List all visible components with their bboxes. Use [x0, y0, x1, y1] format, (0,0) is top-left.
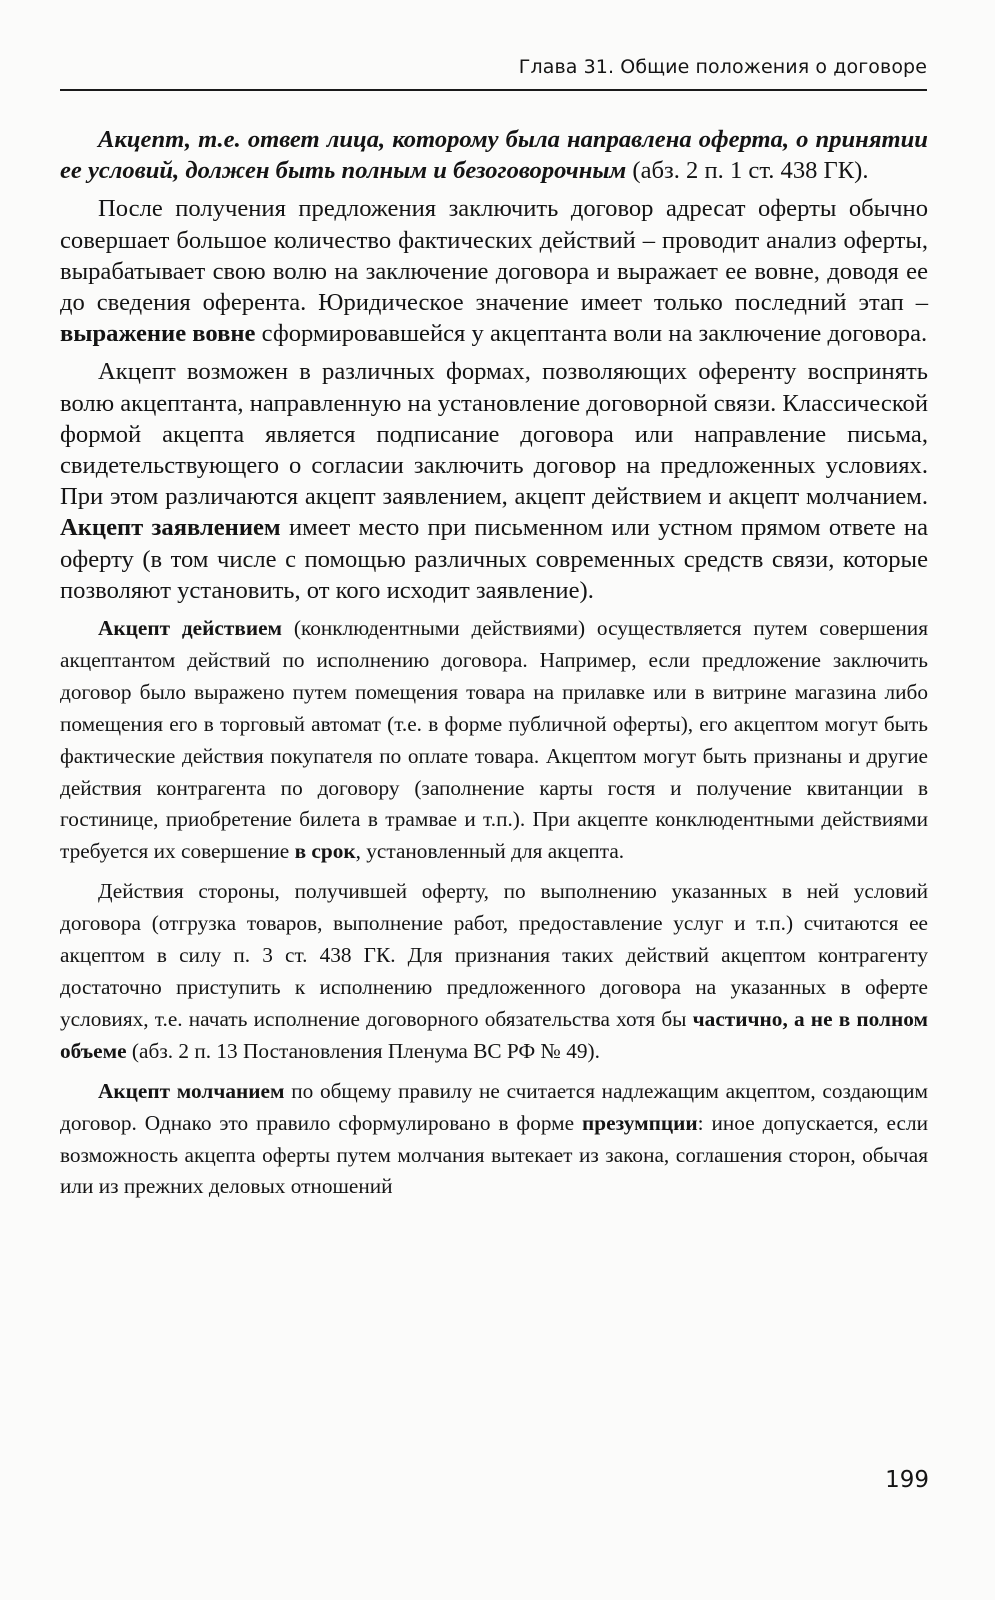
paragraph-expression-of-will — [60, 193, 928, 349]
paragraph-text: После получения предложения заключить договор адресат оферты обычно совершает большое количество фактических действий – проводит анализ оферты, вырабатывает свою волю на заключение договора и выражает ее вовне, доводя ее до сведения оферента. Юридическое значение имеет только последний этап – — [60, 195, 928, 317]
paragraph-text: : иное допускается, если возможность акцепта оферты путем молчания вытекает из закона, соглашения сторон, обычая или из прежних деловых отношений — [60, 1110, 928, 1199]
paragraph-performance-as-acceptance — [60, 876, 928, 1067]
paragraph-acceptance-definition — [60, 124, 928, 186]
bold-term: Акцепт заявлением — [60, 514, 281, 542]
bold-term: частично, а не в полном объеме — [60, 1006, 929, 1063]
paragraph-text: имеет место при письменном или устном прямом ответе на оферту (в том числе с помощью различных современных средств связи, которые позволяют установить, от кого исходит заявление). — [60, 514, 928, 604]
paragraph-text: Акцепт возможен в различных формах, позволяющих оференту воспринять волю акцептанта, направленную на установление договорной связи. Классической формой акцепта является подписание договора или направление письма, свидетельствующего о согласии заключить договор на предложенных условиях. При этом различаются акцепт заявлением, акцепт действием и акцепт молчанием. — [60, 358, 928, 511]
paragraph-text: (абз. 2 п. 13 Постановления Пленума ВС РФ № 49). — [126, 1038, 600, 1063]
bold-term: Акцепт действием — [98, 616, 283, 641]
page-number: 199 — [885, 1467, 929, 1493]
paragraph-text: сформировавшейся у акцептанта воли на заключение договора. — [255, 320, 928, 348]
bold-term: презумпции — [582, 1110, 698, 1135]
bold-term: Акцепт молчанием — [98, 1078, 285, 1103]
body-text — [60, 124, 928, 1211]
paragraph-text: по общему правилу не считается надлежащим акцептом, создающим договор. Однако это правило сформулировано в форме — [60, 1078, 928, 1135]
bold-term: выражение вовне — [60, 320, 256, 348]
paragraph-acceptance-by-action — [60, 613, 928, 868]
emphasized-definition: Акцепт, т.е. ответ лица, которому была направлена оферта, о принятии ее условий, должен быть полным и безоговорочным — [60, 126, 928, 185]
paragraph-text: (конклюдентными действиями) осуществляется путем совершения акцептантом действий по исполнению договора. Например, если предложение заключить договор было выражено путем помещения товара на прилавке или в витрине магазина либо помещения его в торговый автомат (т.е. в форме публичной оферты), его акцептом могут быть фактические действия покупателя по оплате товара. Акцептом могут быть признаны и другие действия контрагента по договору (заполнение карты гостя и получение квитанции в гостинице, приобретение билета в трамвае и т.п.). При акцепте конклюдентными действиями требуется их совершение — [60, 616, 928, 864]
bold-term: в срок — [294, 839, 356, 864]
paragraph-forms-of-acceptance — [60, 356, 928, 606]
running-header: Глава 31. Общие положения о договоре — [60, 56, 927, 91]
paragraph-text: (абз. 2 п. 1 ст. 438 ГК). — [626, 157, 869, 185]
paragraph-text: , установленный для акцепта. — [355, 839, 625, 864]
paragraph-acceptance-by-silence — [60, 1076, 928, 1204]
paragraph-text: Действия стороны, получившей оферту, по выполнению указанных в ней условий договора (отгрузка товаров, выполнение работ, предоставление услуг и т.п.) считаются ее акцептом в силу п. 3 ст. 438 ГК. Для признания таких действий акцептом контрагенту достаточно приступить к исполнению предложенного договора на указанных в оферте условиях, т.е. начать исполнение договорного обязательства хотя бы — [60, 879, 928, 1031]
